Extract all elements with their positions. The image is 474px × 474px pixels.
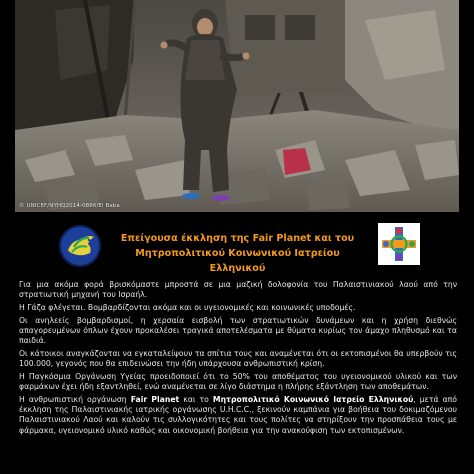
campaign-text-pre: Η ανθρωπιστική οργάνωση bbox=[19, 395, 131, 404]
cross-people-icon bbox=[378, 223, 420, 265]
paragraph-intro: Για μια ακόμα φορά βρισκόμαστε μπροστά σε μια μαζική δολοφονία του Παλαιστινιακού λαού από την στρατιωτική μηχανή του Ισραήλ. bbox=[19, 280, 457, 300]
appeal-title bbox=[110, 231, 365, 276]
rubble-scene-illustration bbox=[15, 0, 459, 212]
paragraph-who: Η Παγκόσμια Οργάνωση Υγείας προειδοποιεί ότι το 50% του αποθέματος του υγειονομικού υλικού και των φαρμάκων έχει ήδη εξαντληθεί, ενώ αναμένεται σε λίγο διάστημα η πλήρης εξάντληση των αποθεμάτων. bbox=[19, 372, 457, 392]
photo-credit: © UNICEF/NYHQ2014-0866/El Baba bbox=[19, 203, 120, 209]
paragraph-bombing: Οι ανηλεείς βομβαρδισμοί, η χερσαία εισβολή των στρατιωτικών δυνάμεων και η χρήση διεθνώς απαγορευμένων όπλων έχουν προκαλέσει τραγικά αποτελέσματα με θύματα κυρίως τον άμαχο πληθυσμό και τα παιδιά. bbox=[19, 315, 457, 346]
campaign-text-mid: και το bbox=[179, 395, 213, 404]
campaign-text-post: , μετά από έκκληση της Παλαιστινιακής ιατρικής οργάνωσης U.H.C.C., ξεκινούν καμπάνια για βοήθεια του δοκιμαζόμενου Παλαιστινιακού Λαού και καλούν τις συλλογικότητες και τους πολίτες να στηρίξουν την προσπάθεια τους με φάρμακα, υγειονομικό υλικό καθώς και οικονομική βοήθεια για την ανακούφιση των εκτοπισμένων. bbox=[19, 395, 457, 435]
appeal-header bbox=[15, 222, 459, 274]
appeal-title-line1: Επείγουσα έκκληση της Fair Planet και του bbox=[120, 233, 355, 244]
hero-photo bbox=[15, 0, 459, 212]
appeal-title-line2: Μητροπολιτικού Κοινωνικού Ιατρείου Ελληνικού bbox=[135, 248, 340, 274]
paragraph-gaza: Η Γάζα φλέγεται. Βομβαρδίζονται ακόμα και οι υγειονομικές και κοινωνικές υποδομές. bbox=[19, 303, 356, 312]
org-clinic: Μητροπολιτικό Κοινωνικό Ιατρείο Ελληνικού bbox=[212, 395, 414, 404]
paragraph-campaign bbox=[19, 395, 457, 436]
org-fair-planet: Fair Planet bbox=[130, 395, 180, 404]
dove-icon bbox=[59, 225, 101, 267]
dove-logo bbox=[59, 225, 101, 267]
appeal-body bbox=[19, 280, 457, 438]
paragraph-displaced: Οι κάτοικοι αναγκάζονται να εγκαταλείψουν τα σπίτια τους και αναμένεται ότι οι εκτοπισμένοι θα υπερβούν τις 100.000, γεγονός που θα επιδεινώσει την ήδη υπάρχουσα ανθρωπιστική κρίση. bbox=[19, 349, 457, 369]
clinic-cross-logo bbox=[378, 223, 420, 265]
